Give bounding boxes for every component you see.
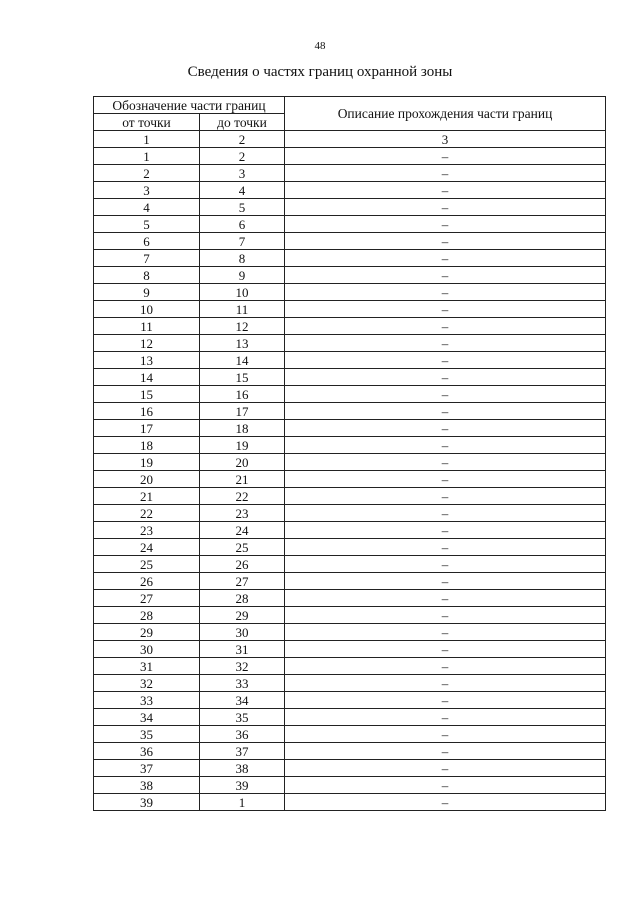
cell-from-point: 9 [94,284,200,301]
table-row [94,709,606,726]
cell-from-point: 36 [94,743,200,760]
cell-description: – [285,454,606,471]
column-index-description: 3 [285,131,606,148]
cell-from-point: 14 [94,369,200,386]
cell-to-point: 14 [200,352,285,369]
cell-from-point: 2 [94,165,200,182]
cell-from-point: 31 [94,658,200,675]
cell-from-point: 15 [94,386,200,403]
cell-from-point: 23 [94,522,200,539]
header-row-group [94,97,606,114]
cell-to-point: 38 [200,760,285,777]
cell-to-point: 11 [200,301,285,318]
cell-description: – [285,573,606,590]
column-index-row [94,131,606,148]
cell-description: – [285,675,606,692]
document-title: Сведения о частях границ охранной зоны [187,64,453,80]
cell-description: – [285,522,606,539]
table-row [94,403,606,420]
cell-from-point: 13 [94,352,200,369]
table-row [94,182,606,199]
cell-from-point: 10 [94,301,200,318]
cell-description: – [285,250,606,267]
cell-description: – [285,471,606,488]
cell-from-point: 26 [94,573,200,590]
cell-description: – [285,726,606,743]
cell-description: – [285,777,606,794]
cell-description: – [285,692,606,709]
cell-to-point: 26 [200,556,285,573]
cell-description: – [285,760,606,777]
cell-to-point: 39 [200,777,285,794]
cell-description: – [285,607,606,624]
table-row [94,267,606,284]
cell-description: – [285,369,606,386]
boundary-parts-table [93,96,606,811]
table-row [94,743,606,760]
table-row [94,454,606,471]
table-row [94,369,606,386]
cell-from-point: 32 [94,675,200,692]
cell-from-point: 27 [94,590,200,607]
table-row [94,301,606,318]
table-row [94,335,606,352]
cell-description: – [285,318,606,335]
cell-to-point: 32 [200,658,285,675]
cell-from-point: 19 [94,454,200,471]
cell-to-point: 19 [200,437,285,454]
table-row [94,692,606,709]
table-header [94,97,606,148]
cell-from-point: 20 [94,471,200,488]
cell-from-point: 33 [94,692,200,709]
cell-from-point: 38 [94,777,200,794]
cell-description: – [285,352,606,369]
cell-description: – [285,488,606,505]
cell-description: – [285,301,606,318]
header-from-point: от точки [94,114,200,131]
cell-description: – [285,794,606,811]
table-row [94,165,606,182]
cell-description: – [285,420,606,437]
cell-from-point: 29 [94,624,200,641]
cell-to-point: 18 [200,420,285,437]
table-row [94,607,606,624]
cell-from-point: 25 [94,556,200,573]
cell-from-point: 8 [94,267,200,284]
table-row [94,233,606,250]
cell-to-point: 12 [200,318,285,335]
table-row [94,573,606,590]
cell-to-point: 13 [200,335,285,352]
column-index-to: 2 [200,131,285,148]
cell-from-point: 4 [94,199,200,216]
table-row [94,641,606,658]
cell-description: – [285,386,606,403]
cell-description: – [285,267,606,284]
cell-to-point: 33 [200,675,285,692]
cell-from-point: 17 [94,420,200,437]
cell-description: – [285,556,606,573]
cell-from-point: 28 [94,607,200,624]
table-row [94,760,606,777]
cell-to-point: 27 [200,573,285,590]
cell-to-point: 21 [200,471,285,488]
cell-to-point: 24 [200,522,285,539]
table-row [94,488,606,505]
table-row [94,777,606,794]
table-row [94,386,606,403]
cell-from-point: 22 [94,505,200,522]
table-row [94,352,606,369]
cell-to-point: 2 [200,148,285,165]
table-row [94,318,606,335]
page-number: 48 [314,40,326,52]
cell-from-point: 16 [94,403,200,420]
cell-description: – [285,284,606,301]
cell-to-point: 34 [200,692,285,709]
cell-to-point: 28 [200,590,285,607]
cell-to-point: 30 [200,624,285,641]
cell-from-point: 35 [94,726,200,743]
cell-description: – [285,641,606,658]
cell-to-point: 23 [200,505,285,522]
table-row [94,522,606,539]
cell-description: – [285,216,606,233]
cell-to-point: 31 [200,641,285,658]
table-row [94,675,606,692]
table-body [94,148,606,811]
cell-to-point: 22 [200,488,285,505]
table-row [94,658,606,675]
cell-to-point: 9 [200,267,285,284]
table-row [94,420,606,437]
cell-description: – [285,539,606,556]
table-row [94,148,606,165]
cell-to-point: 29 [200,607,285,624]
cell-description: – [285,590,606,607]
cell-to-point: 15 [200,369,285,386]
cell-description: – [285,709,606,726]
cell-to-point: 17 [200,403,285,420]
cell-from-point: 12 [94,335,200,352]
cell-description: – [285,437,606,454]
table-row [94,726,606,743]
header-description: Описание прохождения части границ [285,97,606,131]
cell-to-point: 25 [200,539,285,556]
cell-description: – [285,624,606,641]
cell-to-point: 7 [200,233,285,250]
table-row [94,250,606,267]
cell-to-point: 10 [200,284,285,301]
cell-from-point: 11 [94,318,200,335]
column-index-from: 1 [94,131,200,148]
cell-description: – [285,335,606,352]
table-row [94,794,606,811]
cell-description: – [285,182,606,199]
cell-from-point: 37 [94,760,200,777]
cell-to-point: 5 [200,199,285,216]
table-row [94,284,606,301]
cell-to-point: 16 [200,386,285,403]
cell-from-point: 39 [94,794,200,811]
cell-from-point: 18 [94,437,200,454]
cell-to-point: 37 [200,743,285,760]
cell-from-point: 1 [94,148,200,165]
cell-to-point: 35 [200,709,285,726]
table-row [94,216,606,233]
cell-to-point: 6 [200,216,285,233]
cell-from-point: 24 [94,539,200,556]
cell-to-point: 8 [200,250,285,267]
cell-to-point: 4 [200,182,285,199]
cell-to-point: 3 [200,165,285,182]
cell-from-point: 6 [94,233,200,250]
table-row [94,539,606,556]
cell-description: – [285,403,606,420]
header-boundary-designation: Обозначение части границ [94,97,285,114]
cell-description: – [285,658,606,675]
cell-from-point: 5 [94,216,200,233]
table-row [94,505,606,522]
cell-description: – [285,505,606,522]
cell-from-point: 30 [94,641,200,658]
table-row [94,556,606,573]
table-row [94,624,606,641]
cell-to-point: 20 [200,454,285,471]
cell-description: – [285,233,606,250]
cell-description: – [285,199,606,216]
cell-description: – [285,148,606,165]
cell-description: – [285,743,606,760]
table-row [94,590,606,607]
table-row [94,437,606,454]
cell-from-point: 34 [94,709,200,726]
cell-from-point: 7 [94,250,200,267]
cell-to-point: 36 [200,726,285,743]
header-to-point: до точки [200,114,285,131]
cell-from-point: 21 [94,488,200,505]
table-row [94,199,606,216]
table-row [94,471,606,488]
cell-to-point: 1 [200,794,285,811]
cell-from-point: 3 [94,182,200,199]
cell-description: – [285,165,606,182]
